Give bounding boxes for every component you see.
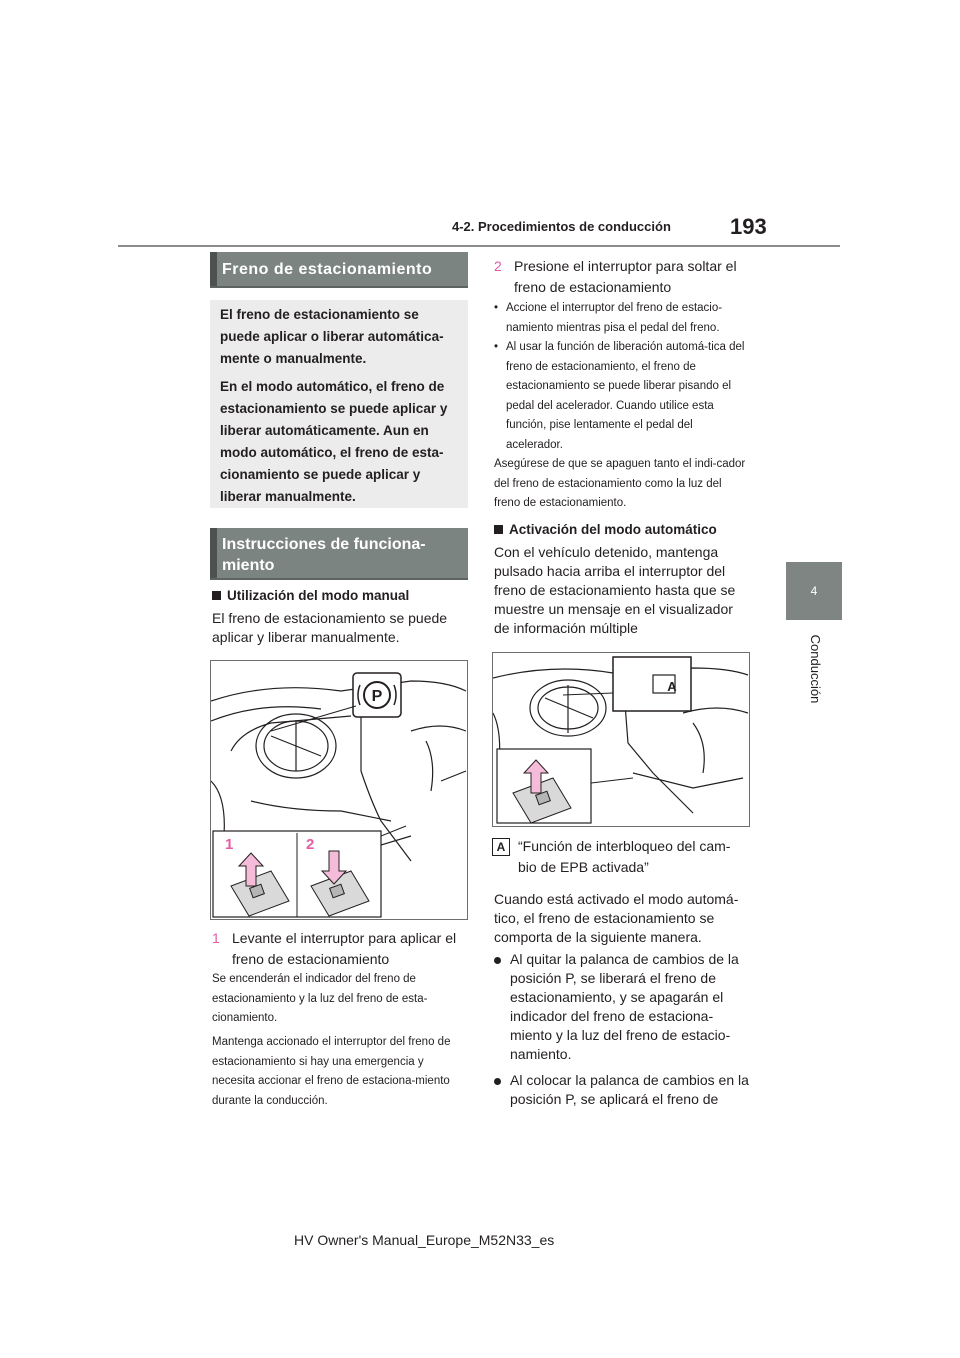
auto-mode-text: Con el vehículo detenido, mantenga pulsado hacia arriba el interruptor del freno de estacionamiento hasta que se muestre un mensaje en el visualizador de información múltiple: [494, 544, 736, 636]
auto-mode-title: [494, 522, 754, 537]
intro-paragraph: En el modo automático, el freno de estacionamiento se puede aplicar y liberar automáticamente. Aun en modo automático, el freno de esta-cionamiento se puede aplicar y liberar manualmente.: [220, 379, 448, 504]
cockpit-illustration: [211, 661, 467, 919]
section-heading-instructions: [210, 528, 468, 580]
figure-label-a: A: [667, 679, 677, 694]
section-header: 4-2. Procedimientos de conducción: [452, 219, 671, 234]
page-number: 193: [730, 214, 767, 239]
footer-text: HV Owner's Manual_Europe_M52N33_es: [294, 1232, 555, 1248]
bullet-text: Accione el interruptor del freno de estacio-namiento mientras pisa el pedal del freno.: [506, 302, 723, 334]
note-2: Mantenga accionado el interruptor del freno de estacionamiento si hay una emergencia y necesita accionar el freno de estaciona-miento durante la conducción.: [212, 1036, 451, 1107]
auto-mode-behavior: Cuando está activado el modo automá-tico, el freno de estacionamiento se comporta de la siguiente manera.: [494, 891, 739, 945]
manual-mode-title-text: Utilización del modo manual: [227, 588, 410, 603]
section-heading-text: Instrucciones de funciona-miento: [222, 536, 426, 574]
heading-bar: [210, 252, 217, 286]
figure-label-2: 2: [306, 836, 315, 853]
step-text: Levante el interruptor para aplicar el freno de estacionamiento: [232, 930, 457, 967]
legend-key: A: [492, 838, 510, 856]
list-item: [494, 1071, 750, 1109]
manual-mode-text: El freno de estacionamiento se puede aplicar y liberar manualmente.: [212, 610, 448, 645]
step-number: 1: [212, 930, 220, 946]
intro-box: [210, 300, 468, 508]
note-3: Asegúrese de que se apaguen tanto el indi-cador del freno de estacionamiento como la luz del freno de estacionamiento.: [494, 458, 746, 509]
figure-label-1: 1: [225, 836, 234, 853]
list-item: [494, 950, 750, 1064]
legend-item: [492, 836, 748, 878]
step-number: 2: [494, 258, 502, 274]
bullet-icon: [494, 1078, 501, 1085]
svg-text:P: P: [371, 688, 383, 705]
bullet-text: Al colocar la palanca de cambios en la posición P, se aplicará el freno de: [510, 1072, 749, 1107]
figure-manual-mode: [210, 660, 468, 920]
square-bullet-icon: [494, 525, 503, 534]
figure-auto-mode: [492, 652, 750, 827]
square-bullet-icon: [212, 591, 221, 600]
intro-paragraph: El freno de estacionamiento se puede aplicar o liberar automática-mente o manualmente.: [220, 307, 444, 366]
heading-bar: [210, 528, 217, 578]
chapter-label: Conducción: [808, 634, 823, 704]
bullet-text: Al quitar la palanca de cambios de la posición P, se liberará el freno de estacionamiento, y se apagarán el indicador del freno de estaciona-miento y la luz del freno de estacio-namiento.: [510, 951, 739, 1062]
step-text: Presione el interruptor para soltar el freno de estacionamiento: [514, 258, 737, 295]
list-item: • Accione el interruptor del freno de estacio-namiento mientras pisa el pedal del freno.: [494, 299, 750, 338]
section-heading-parking-brake: [210, 252, 468, 288]
header-rule: [118, 245, 840, 247]
section-heading-text: Freno de estacionamiento: [222, 261, 433, 278]
list-item: • Al usar la función de liberación automá-tica del freno de estacionamiento, el freno de estacionamiento se puede liberar pisando el pedal del acelerador. Cuando utilice esta función, pise lentamente el pedal del acelerador.: [494, 338, 750, 455]
cockpit-illustration: [493, 653, 749, 826]
step-1: [212, 928, 472, 970]
auto-mode-title-text: Activación del modo automático: [509, 522, 717, 537]
manual-mode-title: [212, 588, 472, 603]
bullet-icon: [494, 957, 501, 964]
step-2: [494, 256, 750, 298]
note-1: Se encenderán el indicador del freno de estacionamiento y la luz del freno de esta-cionamiento.: [212, 973, 428, 1024]
legend-text: “Función de interbloqueo del cam-bio de EPB activada”: [518, 838, 731, 875]
bullet-text: Al usar la función de liberación automá-tica del freno de estacionamiento, el freno de estacionamiento se puede liberar pisando el pedal del acelerador. Cuando utilice esta función, pise lentamente el pedal del acelerador.: [506, 341, 745, 451]
chapter-number: 4: [810, 584, 818, 598]
